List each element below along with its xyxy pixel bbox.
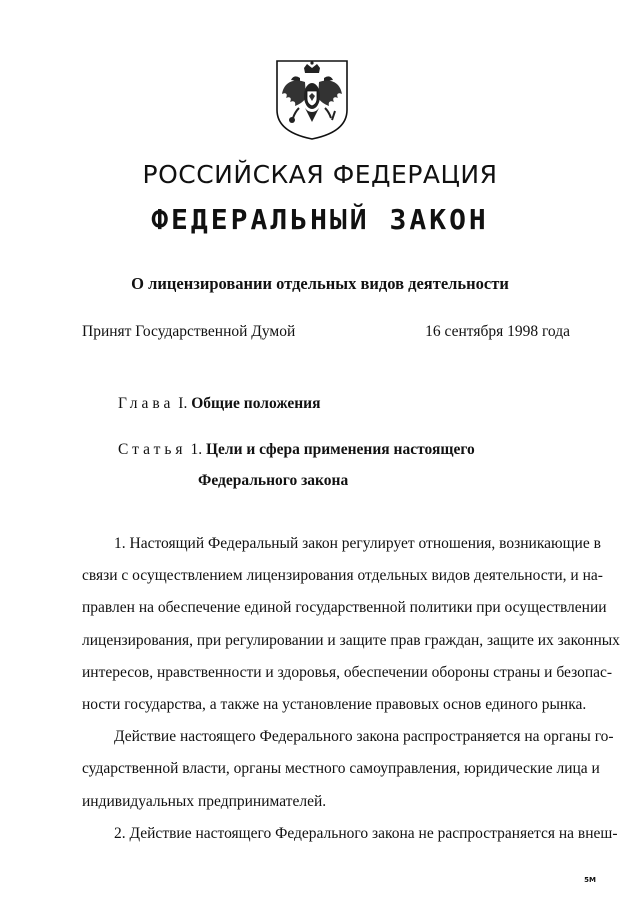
article-number: 1. bbox=[190, 441, 203, 458]
chapter-prefix: Глава bbox=[118, 395, 175, 412]
text-line: ности государства, а также на установление правовых основ единого рынка. bbox=[82, 695, 587, 713]
chapter-heading bbox=[118, 395, 320, 413]
text-line: связи с осуществлением лицензирования отдельных видов деятельности, и на- bbox=[82, 567, 603, 585]
coat-of-arms-emblem bbox=[274, 58, 350, 142]
chapter-number: I. bbox=[178, 395, 188, 412]
text-line: интересов, нравственности и здоровья, обеспечении обороны страны и безопас- bbox=[82, 663, 613, 681]
page-mark: 5М bbox=[584, 876, 596, 884]
text-line: индивидуальных предпринимателей. bbox=[82, 792, 327, 810]
text-line: 1. Настоящий Федеральный закон регулирует отношения, возникающие в bbox=[114, 535, 601, 552]
paragraph bbox=[82, 721, 614, 818]
adoption-date: 16 сентября 1998 года bbox=[425, 323, 570, 340]
text-line: 2. Действие настоящего Федерального закона не распространяется на внеш- bbox=[114, 824, 618, 842]
paragraph bbox=[82, 528, 620, 721]
article-heading bbox=[118, 441, 475, 459]
law-type-heading: ФЕДЕРАЛЬНЫЙ ЗАКОН bbox=[151, 203, 489, 236]
article-title-line1: Цели и сфера применения настоящего bbox=[205, 441, 475, 458]
text-line: Действие настоящего Федерального закона распространяется на органы го- bbox=[114, 728, 614, 746]
text-line: правлен на обеспечение единой государственной политики при осуществлении bbox=[82, 599, 607, 617]
text-line: сударственной власти, органы местного самоуправления, юридические лица и bbox=[82, 760, 600, 778]
law-title: О лицензировании отдельных видов деятельности bbox=[131, 274, 509, 293]
paragraph bbox=[82, 818, 618, 850]
chapter-title: Общие положения bbox=[191, 395, 321, 412]
adopted-by-text: Принят Государственной Думой bbox=[82, 323, 296, 340]
text-line: лицензирования, при регулировании и защите прав граждан, защите их законных bbox=[82, 631, 620, 649]
article-title-line2: Федерального закона bbox=[198, 472, 349, 489]
article-body bbox=[82, 528, 620, 850]
coat-of-arms-icon bbox=[274, 58, 350, 142]
article-prefix: Статья bbox=[118, 441, 187, 458]
country-name: РОССИЙСКАЯ ФЕДЕРАЦИЯ bbox=[142, 160, 498, 189]
